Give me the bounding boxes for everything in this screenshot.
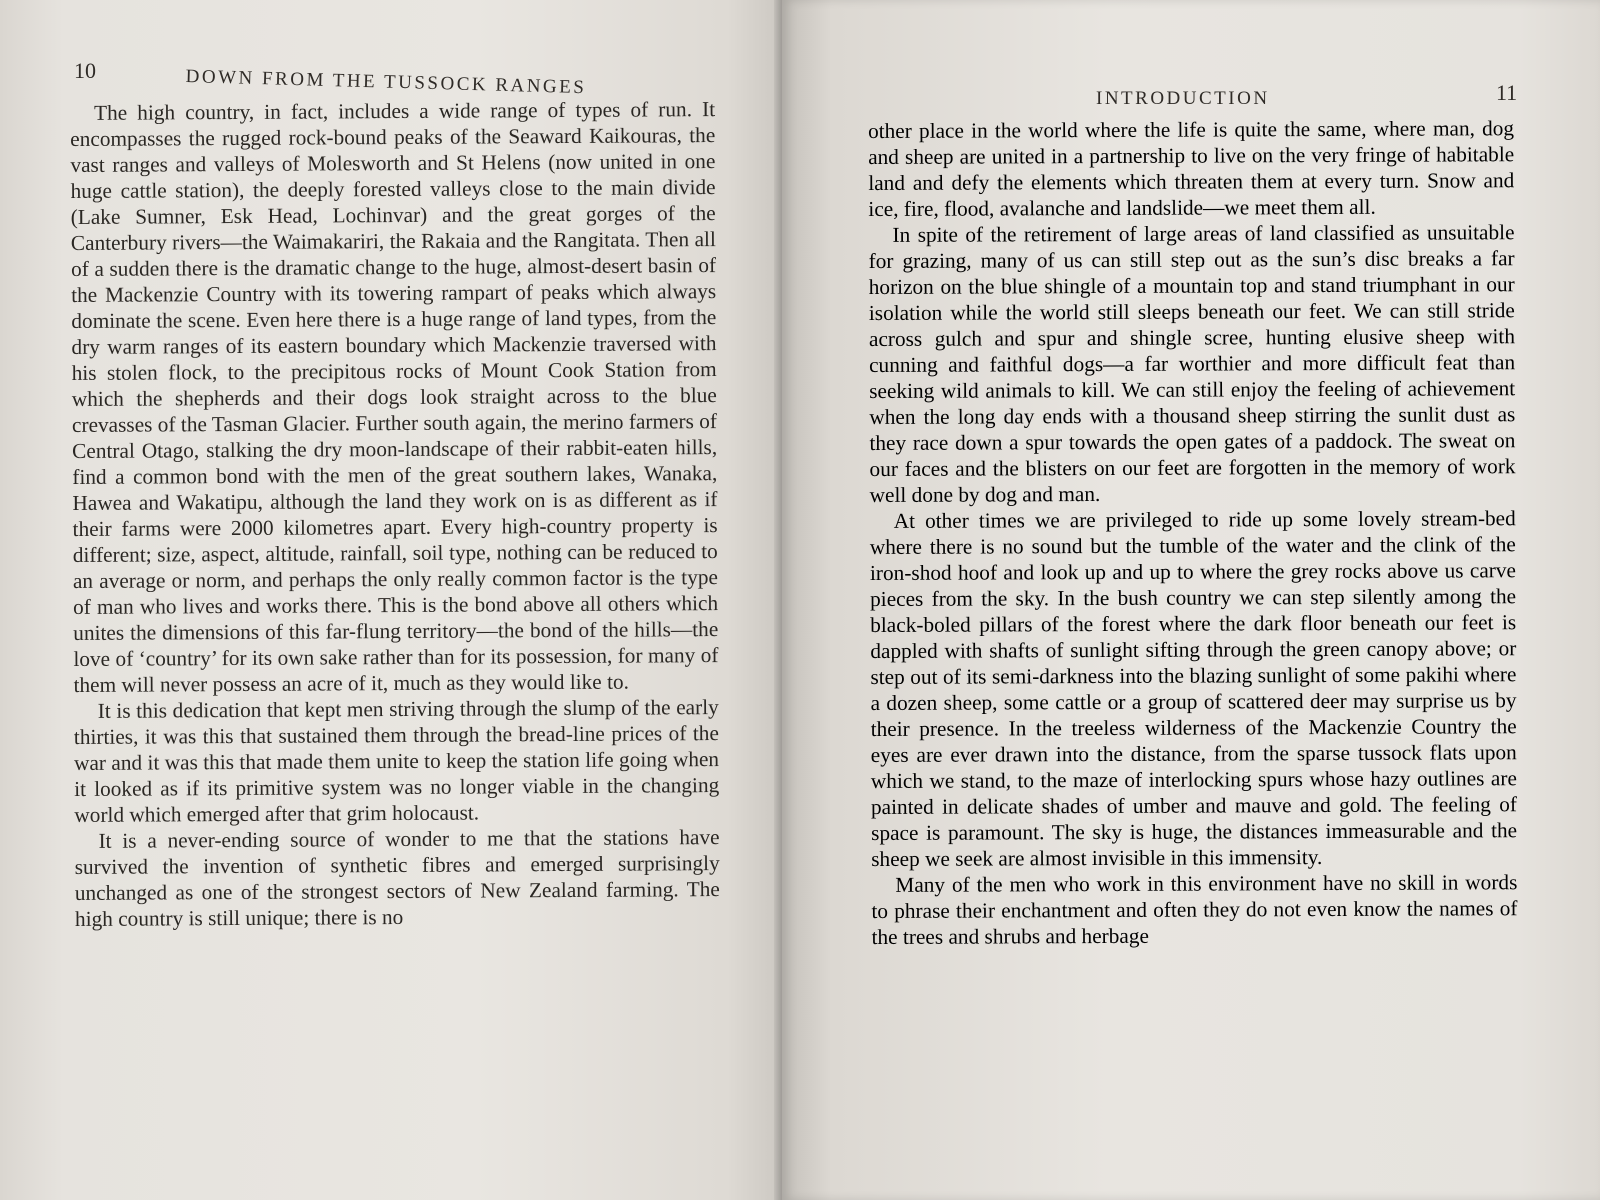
page-number-right: 11: [1496, 80, 1518, 105]
page-number-left: 10: [74, 58, 96, 83]
paragraph: At other times we are privileged to ride up some lovely stream-bed where there is no sound but the tumble of the water and the clink of the iron-shod hoof and look up and up to where the grey rocks above us carve pieces from the sky. In the bush country we can step silently among the black-boled pillars of the forest where the dark floor beneath our feet is dappled with shafts of sunlight sifting through the green canopy above; or step out of its semi-darkness into the blazing sunlight of some pakihi where a dozen sheep, some cattle or a group of scattered deer may surprise us by their presence. In the treeless wilderness of the Mackenzie Country the eyes are ever drawn into the distance, from the sparse tussock flats upon which we stand, to the maze of interlocking spurs whose hazy outlines are painted in delicate shades of umber and mauve and gold. The feeling of space is paramount. The sky is huge, the distances immeasurable and the sheep we seek are almost invisible in this immensity.: [869, 506, 1518, 871]
running-head-left: DOWN FROM THE TUSSOCK RANGES: [185, 66, 587, 99]
left-page: [0, 0, 790, 1200]
paragraph: In spite of the retirement of large areas of land classified as unsuitable for grazing, many of us can still step out as the sun’s disc breaks a far horizon on the blue shingle of a mountain top and stand triumphant in our isolation while the world still sleeps beneath our feet. We can still stride across gulch and spur and shingle scree, hunting elusive sheep with cunning and faithful dogs—a far worthier and more difficult feat than seeking wild animals to kill. We can still enjoy the feeling of achievement when the long day ends with a thousand sheep stirring the sunlit dust as they race down a spur towards the open gates of a paddock. The sweat on our faces and the blisters on our feet are forgotten in the memory of work well done by dog and man.: [868, 220, 1516, 507]
paragraph-continuation: other place in the world where the life is quite the same, where man, dog and sheep are united in a partnership to live on the very fringe of habitable land and defy the elements which threaten them at every turn. Snow and ice, fire, flood, avalanche and landslide—we meet them all.: [868, 116, 1515, 221]
paragraph: Many of the men who work in this environment have no skill in words to phrase their enchantment and often they do not even know the names of the trees and shrubs and herbage: [871, 870, 1518, 949]
left-text-block: [70, 96, 720, 932]
paragraph: It is a never-ending source of wonder to me that the stations have survived the invention of synthetic fibres and emerged surprisingly unchanged as one of the strongest sectors of New Zealand farming. The high country is still unique; there is no: [74, 825, 720, 931]
running-head-right: INTRODUCTION: [1096, 88, 1270, 109]
paragraph: The high country, in fact, includes a wide range of types of run. It encompasses the rugged rock-bound peaks of the Seaward Kaikouras, the vast ranges and valleys of Molesworth and St Helens (now united in one huge cattle station), the deeply forested valleys close to the main divide (Lake Sumner, Esk Head, Lochinvar) and the great gorges of the Canterbury rivers—the Waimakariri, the Rakaia and the Rangitata. Then all of a sudden there is the dramatic change to the huge, almost-desert basin of the Mackenzie Country with its towering rampart of peaks which always dominate the scene. Even here there is a huge range of land types, from the dry warm ranges of its eastern boundary which Mackenzie traversed with his stolen flock, to the precipitous rocks of Mount Cook Station from which the shepherds and their dogs look straight across to the blue crevasses of the Tasman Glacier. Further south again, the merino farmers of Central Otago, stalking the dry moon-landscape of their rabbit-eaten hills, find a common bond with the men of the great southern lakes, Wanaka, Hawea and Wakatipu, although the land they work on is as different as if their farms were 2000 kilometres apart. Every high-country property is different; size, aspect, altitude, rainfall, soil type, nothing can be reduced to an average or norm, and perhaps the only really common factor is the type of man who lives and works there. This is the bond above all others which unites the dimensions of this far-flung territory—the bond of the hills—the love of ‘country’ for its own sake rather than for its possession, for many of them will never possess an acre of it, much as they would like to.: [70, 97, 719, 697]
paragraph: It is this dedication that kept men striving through the slump of the early thirties, it was this that sustained them through the bread-line prices of the war and it was this that made them unite to keep the station life going when it looked as if its primitive system was no longer viable in the changing world which emerged after that grim holocaust.: [73, 695, 720, 827]
right-text-block: [868, 115, 1518, 950]
